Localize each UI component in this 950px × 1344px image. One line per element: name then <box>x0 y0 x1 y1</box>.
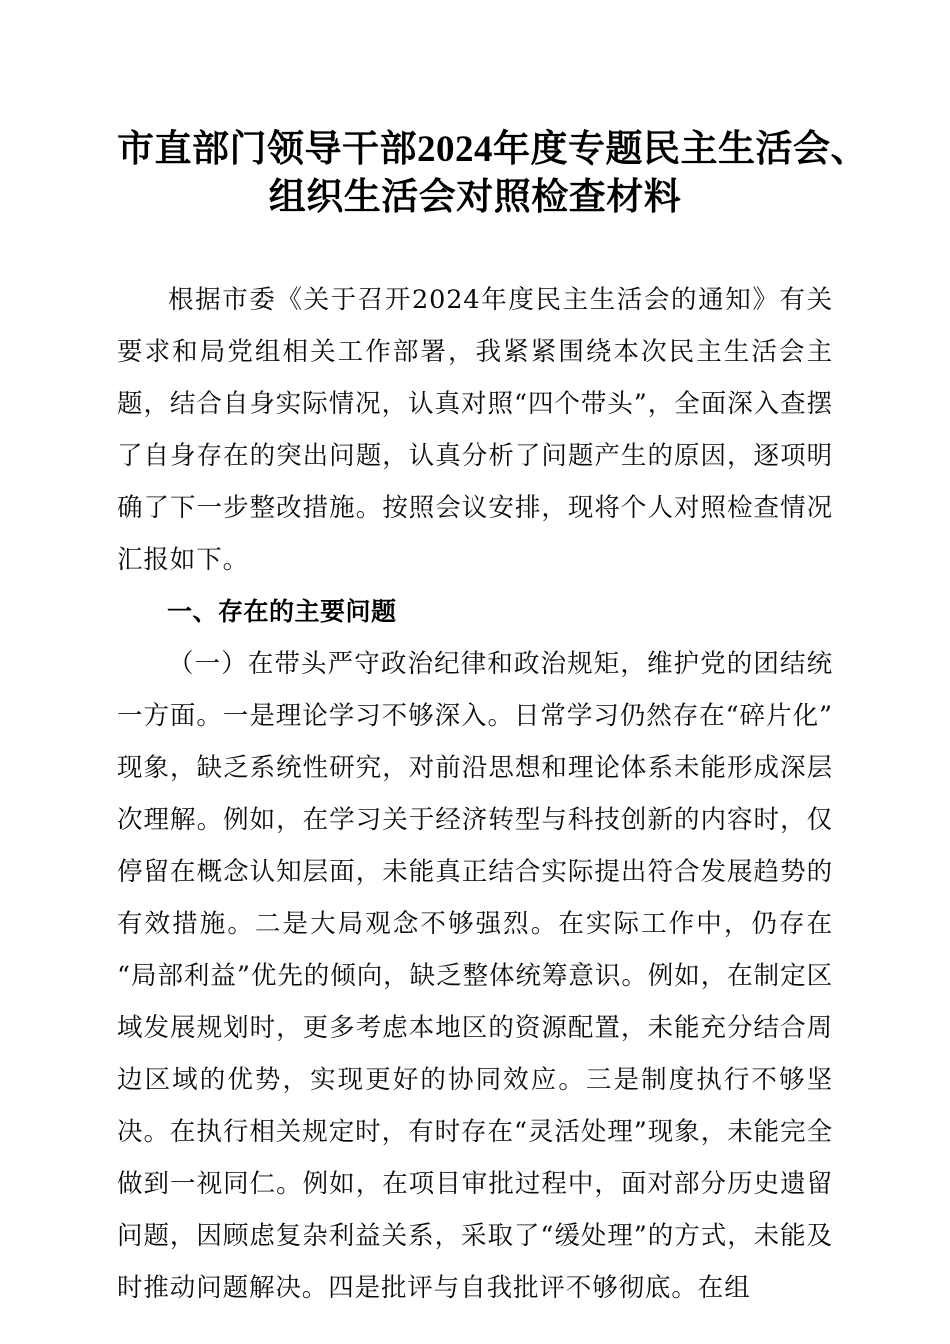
page-title <box>117 0 868 222</box>
section-heading-main-problems: 一、存在的主要问题 <box>167 598 397 626</box>
page-title-line-2: 组织生活会对照检查材料 <box>268 177 682 218</box>
intro-paragraph: 根据市委《关于召开2024年度民主生活会的通知》有关要求和局党组相关工作部署，我紧紧围绕本次民主生活会主题，结合自身实际情况，认真对照“四个带头”，全面深入查摆了自身存在的突出问题，认真分析了问题产生的原因，逐项明确了下一步整改措施。按照会议安排，现将个人对照检查情况汇报如下。 <box>117 285 833 575</box>
subsection-paragraph-one: （一）在带头严守政治纪律和政治规矩，维护党的团结统一方面。一是理论学习不够深入。日常学习仍然存在“碎片化”现象，缺乏系统性研究，对前沿思想和理论体系未能形成深层次理解。例如，在学习关于经济转型与科技创新的内容时，仅停留在概念认知层面，未能真正结合实际提出符合发展趋势的有效措施。二是大局观念不够强烈。在实际工作中，仍存在“局部利益”优先的倾向，缺乏整体统筹意识。例如，在制定区域发展规划时，更多考虑本地区的资源配置，未能充分结合周边区域的优势，实现更好的协同效应。三是制度执行不够坚决。在执行相关规定时，有时存在“灵活处理”现象，未能完全做到一视同仁。例如，在项目审批过程中，面对部分历史遗留问题，因顾虑复杂利益关系，采取了“缓处理”的方式，未能及时推动问题解决。四是批评与自我批评不够彻底。在组 <box>117 649 833 1303</box>
page-title-line-1: 市直部门领导干部2024年度专题民主生活会、 <box>117 129 868 170</box>
title-body-spacer <box>117 222 833 274</box>
page-content-area <box>117 0 868 1314</box>
